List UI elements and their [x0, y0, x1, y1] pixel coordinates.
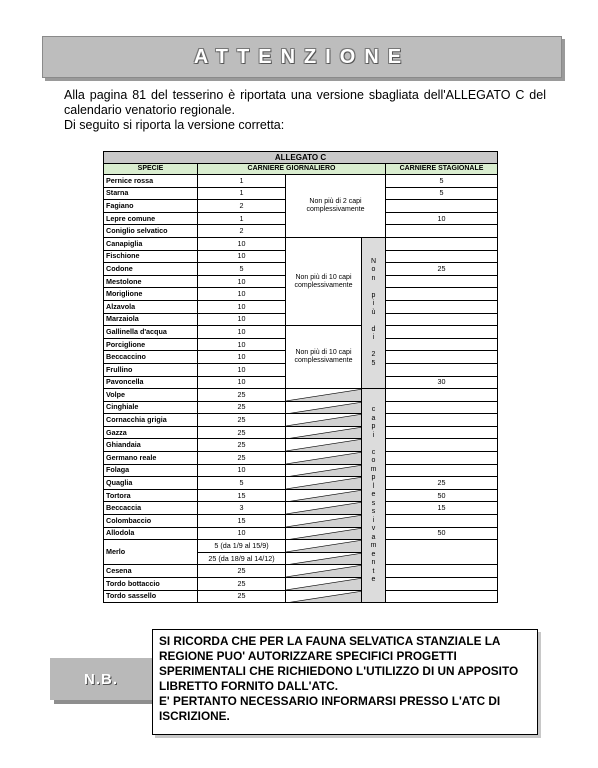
diagonal-divider: [286, 389, 362, 402]
daily-cell: 25: [198, 401, 286, 414]
species-cell: Frullino: [104, 363, 198, 376]
species-cell: Pernice rossa: [104, 175, 198, 188]
seasonal-cell: [386, 288, 498, 301]
table-row: [104, 565, 498, 578]
diagonal-divider: [286, 578, 362, 591]
intro-line-2: Di seguito si riporta la versione corretta:: [64, 118, 285, 132]
daily-cell: 25: [198, 439, 286, 452]
daily-cell: 25: [198, 590, 286, 603]
table-title-row: [104, 152, 498, 164]
table-row: [104, 515, 498, 528]
table-row: [104, 452, 498, 465]
daily-cell: 15: [198, 515, 286, 528]
daily-cell: 1: [198, 212, 286, 225]
table-row: [104, 464, 498, 477]
table-header-row: [104, 164, 498, 175]
daily-cell: 10: [198, 288, 286, 301]
species-cell: Codone: [104, 263, 198, 276]
daily-cell: 15: [198, 489, 286, 502]
daily-cell: 10: [198, 351, 286, 364]
table-row: [104, 540, 498, 553]
diagonal-divider: [286, 552, 362, 565]
seasonal-cell: 30: [386, 376, 498, 389]
daily-cell: 5: [198, 263, 286, 276]
species-cell: Fagiano: [104, 200, 198, 213]
table-row: [104, 414, 498, 427]
table-row: [104, 237, 498, 250]
daily-cell: 10: [198, 527, 286, 540]
vertical-note-1-letters: N o n p i ù d i 2 5: [370, 257, 377, 367]
daily-cell: 10: [198, 275, 286, 288]
table-row: [104, 578, 498, 591]
daily-cell: 25: [198, 426, 286, 439]
daily-cell: 10: [198, 237, 286, 250]
seasonal-cell: [386, 200, 498, 213]
diagonal-divider: [286, 426, 362, 439]
attention-banner: [42, 36, 562, 78]
daily-cell: 10: [198, 338, 286, 351]
diagonal-divider: [286, 502, 362, 515]
species-cell: Coniglio selvatico: [104, 225, 198, 238]
seasonal-cell: 15: [386, 502, 498, 515]
species-cell: Tortora: [104, 489, 198, 502]
table-row: [104, 326, 498, 339]
species-cell: Cinghiale: [104, 401, 198, 414]
seasonal-cell: [386, 225, 498, 238]
daily-cell: 2: [198, 200, 286, 213]
species-cell: Colombaccio: [104, 515, 198, 528]
species-cell: Cesena: [104, 565, 198, 578]
species-cell: Pavoncella: [104, 376, 198, 389]
seasonal-cell: [386, 426, 498, 439]
diagonal-divider: [286, 565, 362, 578]
seasonal-cell: 5: [386, 187, 498, 200]
seasonal-cell: 5: [386, 175, 498, 188]
species-cell: Lepre comune: [104, 212, 198, 225]
species-cell: Mestolone: [104, 275, 198, 288]
table-row: [104, 527, 498, 540]
species-cell: Marzaiola: [104, 313, 198, 326]
daily-cell: 25: [198, 578, 286, 591]
species-cell: Quaglia: [104, 477, 198, 490]
species-cell: Canapiglia: [104, 237, 198, 250]
banner-face: [42, 36, 562, 78]
diagonal-divider: [286, 414, 362, 427]
species-cell: Gazza: [104, 426, 198, 439]
daily-cell: 25 (da 18/9 al 14/12): [198, 552, 286, 565]
table-row: [104, 502, 498, 515]
note-paragraph-1: SI RICORDA CHE PER LA FAUNA SELVATICA STANZIALE LA REGIONE PUO' AUTORIZZARE SPECIFICI PROGETTI SPERIMENTALI CHE RICHIEDONO L'UTILIZZO DI UN APPOSITO LIBRETTO FORNITO DALL'ATC.: [159, 634, 519, 693]
table-row: [104, 426, 498, 439]
diagonal-divider: [286, 464, 362, 477]
note-text: [159, 634, 531, 724]
header-seasonal: CARNIERE STAGIONALE: [386, 164, 498, 175]
diagonal-divider: [286, 439, 362, 452]
daily-cell: 10: [198, 326, 286, 339]
table-row: [104, 590, 498, 603]
daily-cell: 25: [198, 414, 286, 427]
species-cell: Gallinella d'acqua: [104, 326, 198, 339]
diagonal-divider: [286, 477, 362, 490]
diagonal-divider: [286, 489, 362, 502]
seasonal-cell: 50: [386, 527, 498, 540]
diagonal-divider: [286, 527, 362, 540]
seasonal-cell: [386, 565, 498, 578]
seasonal-cell: 25: [386, 263, 498, 276]
daily-cell: 2: [198, 225, 286, 238]
seasonal-cell: [386, 540, 498, 565]
diagonal-divider: [286, 590, 362, 603]
group-note-1: Non più di 2 capi complessivamente: [286, 175, 386, 238]
species-cell: Moriglione: [104, 288, 198, 301]
banner-title: ATTENZIONE: [193, 45, 411, 68]
table-row: [104, 439, 498, 452]
note-paragraph-2: E' PERTANTO NECESSARIO INFORMARSI PRESSO L'ATC DI ISCRIZIONE.: [159, 694, 501, 723]
seasonal-cell: [386, 313, 498, 326]
seasonal-cell: 10: [386, 212, 498, 225]
species-cell: Ghiandaia: [104, 439, 198, 452]
seasonal-cell: [386, 590, 498, 603]
diagonal-divider: [286, 540, 362, 553]
species-cell: Tordo sassello: [104, 590, 198, 603]
table-row: [104, 401, 498, 414]
daily-cell: 25: [198, 389, 286, 402]
species-cell: Cornacchia grigia: [104, 414, 198, 427]
daily-cell: 1: [198, 175, 286, 188]
species-cell: Folaga: [104, 464, 198, 477]
diagonal-divider: [286, 515, 362, 528]
seasonal-cell: [386, 578, 498, 591]
group-note-2: Non più di 10 capi complessivamente: [286, 237, 362, 325]
seasonal-cell: [386, 351, 498, 364]
group-note-3: Non più di 10 capi complessivamente: [286, 326, 362, 389]
daily-cell: 25: [198, 565, 286, 578]
daily-cell: 5: [198, 477, 286, 490]
seasonal-cell: [386, 401, 498, 414]
header-daily: CARNIERE GIORNALIERO: [198, 164, 386, 175]
daily-cell: 5 (da 1/9 al 15/9): [198, 540, 286, 553]
daily-cell: 10: [198, 300, 286, 313]
species-cell: Beccaccino: [104, 351, 198, 364]
species-cell: Starna: [104, 187, 198, 200]
seasonal-cell: [386, 452, 498, 465]
species-cell: Volpe: [104, 389, 198, 402]
allegato-c-table: [103, 151, 498, 603]
note-box: [152, 629, 538, 735]
diagonal-divider: [286, 401, 362, 414]
intro-text: [64, 88, 546, 133]
daily-cell: 10: [198, 313, 286, 326]
table-row: [104, 489, 498, 502]
table-row: [104, 175, 498, 188]
seasonal-cell: [386, 389, 498, 402]
seasonal-cell: [386, 363, 498, 376]
daily-cell: 25: [198, 452, 286, 465]
seasonal-cell: [386, 275, 498, 288]
table-row: [104, 389, 498, 402]
seasonal-cell: [386, 515, 498, 528]
daily-cell: 10: [198, 464, 286, 477]
seasonal-cell: [386, 464, 498, 477]
seasonal-cell: [386, 300, 498, 313]
intro-line-1: Alla pagina 81 del tesserino è riportata una versione sbagliata dell'ALLEGATO C del calendario venatorio regionale.: [64, 88, 546, 117]
seasonal-cell: 50: [386, 489, 498, 502]
daily-cell: 10: [198, 363, 286, 376]
seasonal-cell: 25: [386, 477, 498, 490]
daily-cell: 1: [198, 187, 286, 200]
table-title: ALLEGATO C: [104, 152, 498, 164]
seasonal-cell: [386, 237, 498, 250]
vertical-note-1: [362, 237, 386, 388]
species-cell: Fischione: [104, 250, 198, 263]
species-cell: Tordo bottaccio: [104, 578, 198, 591]
nb-badge: [50, 658, 152, 700]
daily-cell: 3: [198, 502, 286, 515]
nb-face: [50, 658, 152, 700]
table-row: [104, 477, 498, 490]
header-species: SPECIE: [104, 164, 198, 175]
diagonal-divider: [286, 452, 362, 465]
vertical-note-2: [362, 389, 386, 603]
daily-cell: 10: [198, 376, 286, 389]
seasonal-cell: [386, 338, 498, 351]
daily-cell: 10: [198, 250, 286, 263]
species-cell: Merlo: [104, 540, 198, 565]
species-cell: Porciglione: [104, 338, 198, 351]
seasonal-cell: [386, 250, 498, 263]
seasonal-cell: [386, 326, 498, 339]
nb-label: N.B.: [84, 670, 118, 688]
seasonal-cell: [386, 439, 498, 452]
species-cell: Alzavola: [104, 300, 198, 313]
seasonal-cell: [386, 414, 498, 427]
species-cell: Allodola: [104, 527, 198, 540]
vertical-note-2-letters: c a p i c o m p l e s s i v a m e n t e: [370, 406, 377, 584]
species-cell: Germano reale: [104, 452, 198, 465]
species-cell: Beccaccia: [104, 502, 198, 515]
